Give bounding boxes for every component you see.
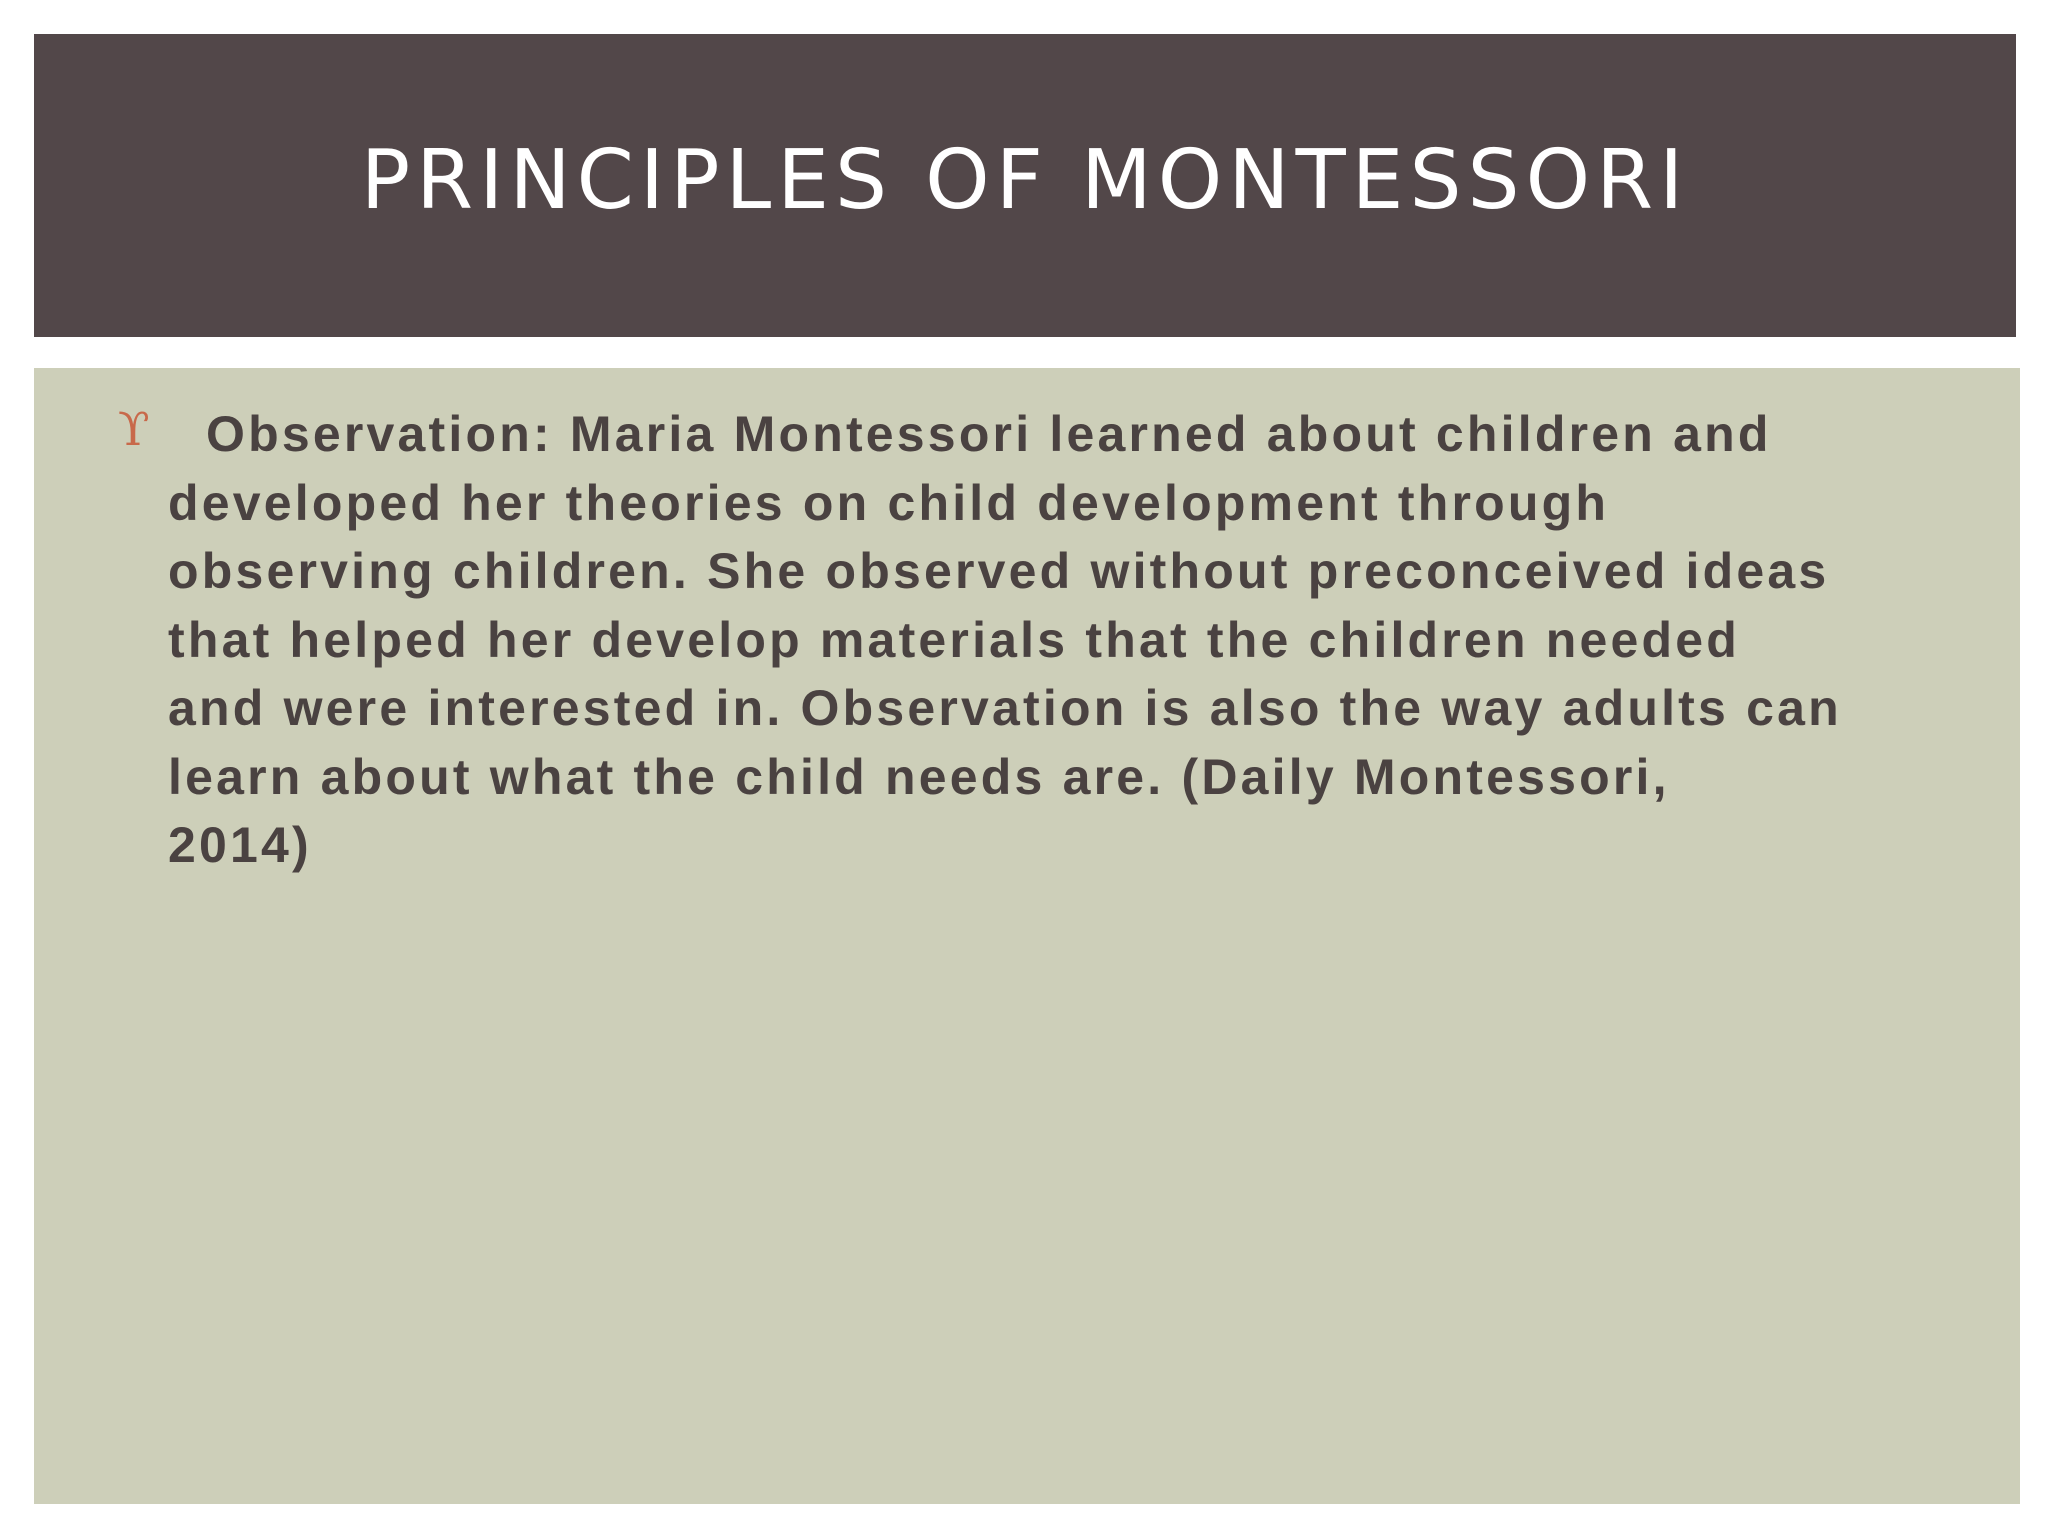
title-bar [34,34,2016,337]
bullet-line-3: observing children. She observed without preconceived ideas [168,543,1830,599]
bullet-line-6: learn about what the child needs are. (Daily Montessori, [168,748,1670,805]
bullet-line-1-text: Maria Montessori learned about children and [552,406,1772,462]
bullet-line-7: 2014) [168,817,312,873]
bullet-line-5: and were interested in. Observation is also the way adults can [168,680,1842,736]
bullet-term: Observation: [206,406,553,462]
slide-title: PRINCIPLES OF MONTESSORI [360,133,1690,228]
bullet-line-4: that helped her develop materials that the children needed [168,611,1741,668]
upsilon-bullet-icon: ϒ [118,402,150,456]
bullet-line-2: developed her theories on child development through [168,474,1610,531]
bullet-text [168,400,1988,880]
bullet-line-1 [168,400,1988,469]
